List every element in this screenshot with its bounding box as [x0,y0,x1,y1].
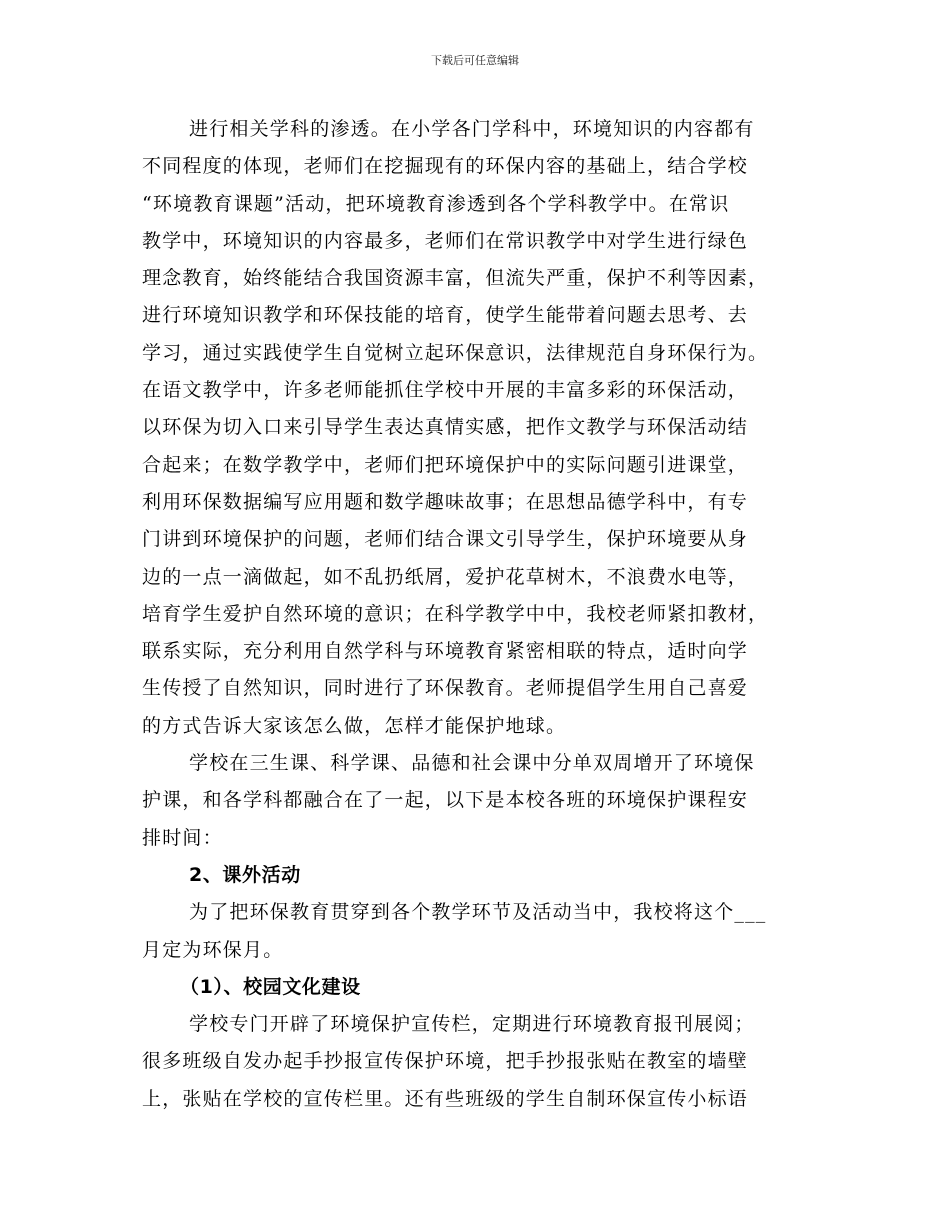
text-line: 的方式告诉大家该怎么做，怎样才能保护地球。 [142,714,567,737]
text-line: 理念教育，始终能结合我国资源丰富，但流失严重，保护不利等因素， [142,267,769,290]
text-line: 学校专门开辟了环境保护宣传栏，定期进行环境教育报刊展阅； [189,1013,755,1036]
text-line: 利用环保数据编写应用题和数学趣味故事；在思想品德学科中，有专 [142,490,749,513]
text-line: 排时间： [142,826,223,849]
page-header: 下载后可任意编辑 [431,54,519,67]
text-line: 进行环境知识教学和环保技能的培育，使学生能带着问题去思考、去 [142,304,749,327]
text-line: 护课，和各学科都融合在了一起，以下是本校各班的环境保护课程安 [142,789,749,812]
text-line: 学校在三生课、科学课、品德和社会课中分单双周增开了环境保 [189,752,755,775]
text-line: 门讲到环境保护的问题，老师们结合课文引导学生，保护环境要从身 [142,528,749,551]
text-line: 培育学生爱护自然环境的意识；在科学教学中中，我校老师紧扣教材， [142,602,769,625]
section-heading: （1）、校园文化建设 [180,975,361,998]
text-line: 为了把环保教育贯穿到各个教学环节及活动当中，我校将这个___ [189,901,767,924]
text-line: 合起来；在数学教学中，老师们把环境保护中的实际问题引进课堂， [142,453,749,476]
text-line: “环境教育课题”活动，把环境教育渗透到各个学科教学中。在常识 [142,192,730,215]
text-line: 不同程度的体现，老师们在挖掘现有的环保内容的基础上，结合学校 [142,155,749,178]
text-line: 以环保为切入口来引导学生表达真情实感，把作文教学与环保活动结 [142,416,749,439]
text-line: 月定为环保月。 [142,938,284,961]
text-line: 很多班级自发办起手抄报宣传保护环境，把手抄报张贴在教室的墙壁 [142,1050,749,1073]
section-heading: 2、课外活动 [189,863,301,886]
text-line: 进行相关学科的渗透。在小学各门学科中，环境知识的内容都有 [189,118,755,140]
document-body [142,111,818,1118]
text-line: 联系实际，充分利用自然学科与环境教育紧密相联的特点，适时向学 [142,640,749,663]
text-line: 边的一点一滴做起，如不乱扔纸屑，爱护花草树木，不浪费水电等， [142,565,749,588]
text-line: 学习，通过实践使学生自觉树立起环保意识，法律规范自身环保行为。 [142,341,769,364]
text-line: 在语文教学中，许多老师能抓住学校中开展的丰富多彩的环保活动， [142,379,749,402]
text-line: 上，张贴在学校的宣传栏里。还有些班级的学生自制环保宣传小标语 [142,1087,749,1110]
text-line: 生传授了自然知识，同时进行了环保教育。老师提倡学生用自己喜爱 [142,677,749,700]
text-line: 教学中，环境知识的内容最多，老师们在常识教学中对学生进行绿色 [142,229,749,252]
